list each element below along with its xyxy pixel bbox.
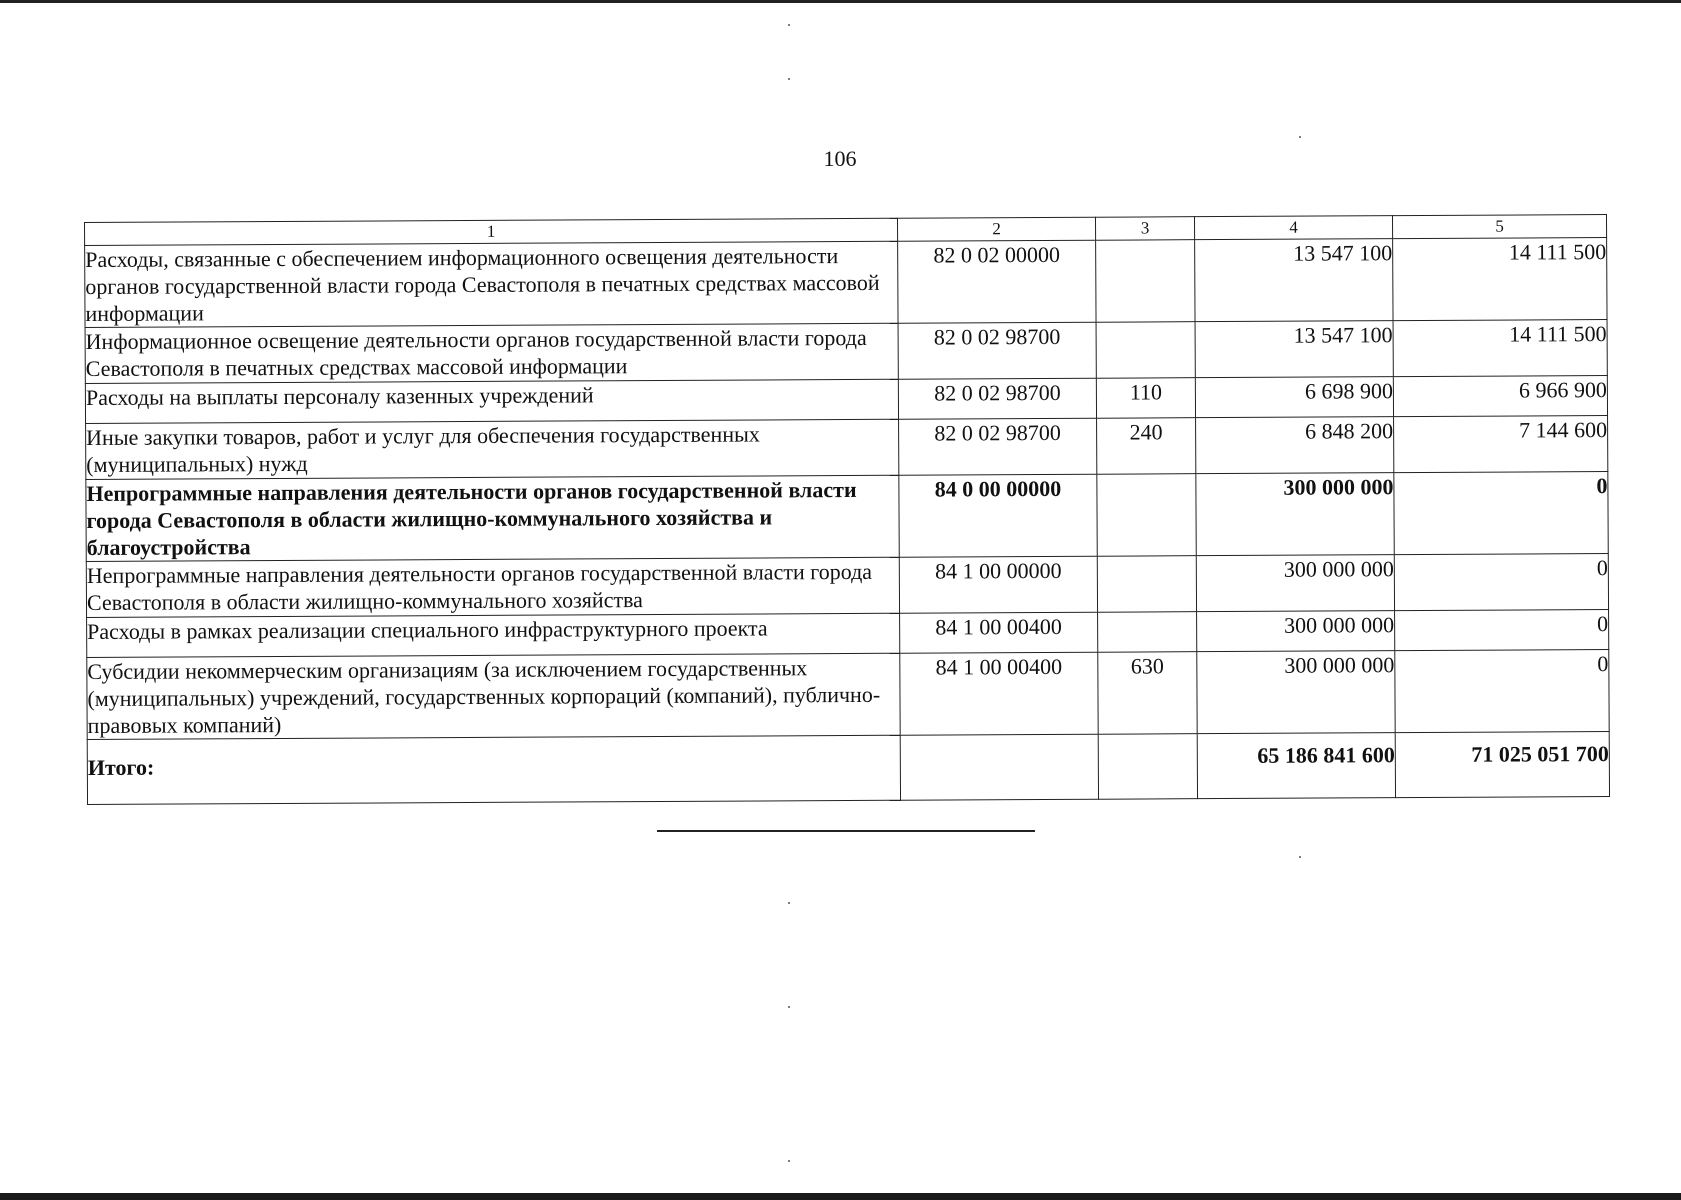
row-code: 84 0 00 00000 — [899, 474, 1097, 557]
scan-edge-bottom — [0, 1193, 1681, 1200]
row-name: Непрограммные направления деятельности органов государственной власти города Севастополя в области жилищно-коммунального хозяйства и благоустройства — [86, 475, 899, 561]
row-expense-type — [1096, 322, 1195, 379]
row-name: Информационное освещение деятельности органов государственной власти города Севастополя в печатных средствах массовой информации — [85, 323, 898, 383]
total-label: Итого: — [87, 735, 900, 804]
row-code: 84 1 00 00000 — [899, 556, 1097, 613]
row-expense-type — [1097, 556, 1196, 613]
row-amount-year1: 300 000 000 — [1196, 555, 1394, 612]
row-amount-year2: 14 111 500 — [1393, 320, 1607, 377]
row-name: Расходы, связанные с обеспечением информационного освещения деятельности органов государственной власти города Севастополя в печатных средствах массовой информации — [85, 241, 898, 327]
row-amount-year1: 13 547 100 — [1195, 321, 1393, 378]
scan-speck — [788, 78, 790, 80]
row-code: 82 0 02 00000 — [898, 240, 1096, 323]
row-expense-type — [1098, 612, 1197, 653]
row-name: Непрограммные направления деятельности органов государственной власти города Севастополя в области жилищно-коммунального хозяйства — [86, 557, 899, 617]
row-code: 82 0 02 98700 — [898, 322, 1096, 379]
row-amount-year2: 7 144 600 — [1394, 416, 1608, 473]
table-row — [85, 238, 1607, 328]
budget-table — [84, 214, 1610, 805]
row-amount-year1: 6 698 900 — [1195, 377, 1393, 418]
scan-speck — [788, 24, 790, 26]
row-code: 82 0 02 98700 — [898, 378, 1096, 419]
total-amount-year1: 65 186 841 600 — [1197, 733, 1395, 799]
column-number: 4 — [1194, 216, 1392, 240]
row-amount-year1: 13 547 100 — [1195, 239, 1393, 322]
row-amount-year1: 300 000 000 — [1197, 611, 1395, 652]
row-amount-year1: 300 000 000 — [1196, 473, 1394, 556]
row-amount-year2: 6 966 900 — [1393, 376, 1607, 417]
scan-speck — [788, 902, 790, 904]
total-row — [87, 732, 1609, 805]
row-amount-year2: 0 — [1394, 554, 1608, 611]
row-amount-year1: 300 000 000 — [1197, 651, 1395, 734]
column-number: 2 — [897, 217, 1095, 241]
row-expense-type: 110 — [1096, 378, 1195, 419]
row-name: Иные закупки товаров, работ и услуг для обеспечения государственных (муниципальных) нужд — [86, 419, 899, 479]
row-amount-year2: 14 111 500 — [1393, 238, 1607, 321]
row-amount-year1: 6 848 200 — [1196, 417, 1394, 474]
row-code: 84 1 00 00400 — [900, 612, 1098, 653]
table-row — [86, 416, 1608, 480]
table-row — [87, 650, 1609, 740]
end-separator-line — [657, 830, 1035, 832]
total-code-cell — [900, 734, 1098, 800]
row-code: 82 0 02 98700 — [899, 418, 1097, 475]
row-amount-year2: 0 — [1395, 610, 1609, 651]
row-expense-type — [1097, 474, 1196, 557]
row-amount-year2: 0 — [1394, 472, 1608, 555]
row-expense-type: 630 — [1098, 652, 1197, 735]
row-name: Расходы на выплаты персоналу казенных учреждений — [85, 379, 898, 423]
row-amount-year2: 0 — [1395, 650, 1609, 733]
row-code: 84 1 00 00400 — [900, 652, 1098, 735]
scan-edge-top — [0, 0, 1681, 3]
table-row — [85, 320, 1607, 384]
column-number: 3 — [1095, 217, 1194, 241]
table-row — [86, 554, 1608, 618]
column-number: 5 — [1392, 215, 1606, 239]
table-row — [86, 472, 1608, 562]
column-number: 1 — [85, 218, 898, 245]
row-expense-type — [1096, 240, 1195, 323]
scan-speck — [1299, 856, 1301, 858]
scan-speck — [788, 1006, 790, 1008]
row-name: Субсидии некоммерческим организациям (за исключением государственных (муниципальных) учреждений, государственных корпораций (компаний), публично-правовых компаний) — [87, 653, 900, 739]
total-type-cell — [1098, 734, 1197, 800]
scan-speck — [1299, 136, 1301, 138]
scan-speck — [788, 1160, 790, 1162]
total-amount-year2: 71 025 051 700 — [1395, 732, 1609, 798]
row-name: Расходы в рамках реализации специального инфраструктурного проекта — [87, 613, 900, 657]
page-number: 106 — [823, 146, 857, 171]
row-expense-type: 240 — [1097, 418, 1196, 475]
